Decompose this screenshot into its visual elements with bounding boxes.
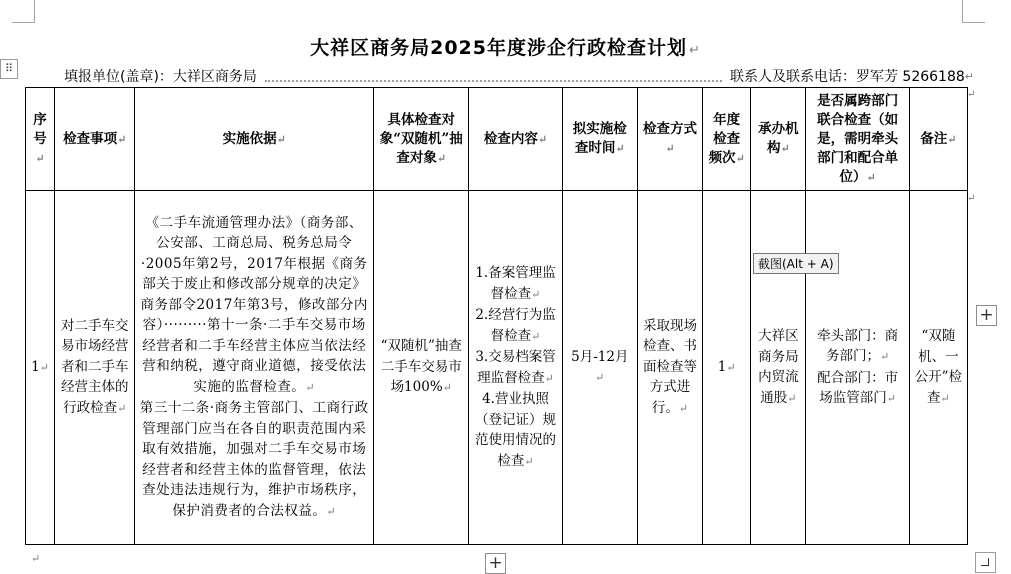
document-title (0, 33, 1011, 60)
table-resize-icon[interactable] (975, 552, 996, 573)
basis-paragraph: 第三十二条·商务主管部门、工商行政管理部门应当在各自的职责范围内采取有效措施，加强对二手车交易市场经营者和经营主体的监督管理，依法查处违法违规行为，维护市场秩序，保护消费者的合法权益。 (139, 400, 369, 519)
paragraph-mark: ↵ (964, 69, 974, 83)
table-row (26, 191, 968, 545)
filing-unit: 填报单位(盖章)：大祥区商务局 (64, 69, 257, 85)
table-move-handle-icon[interactable]: ⠿ (0, 59, 18, 79)
cell-remark: “双随机、一公开”检查↵ (909, 191, 967, 545)
header-cell: 实施依据↵ (135, 88, 374, 191)
cell-joint: 牵头部门：商务部门；↵ 配合部门：市场监管部门↵ (806, 191, 909, 545)
cell-agency: 大祥区商务局内贸流通股↵ (751, 191, 806, 545)
cell-target: “双随机”抽查二手车交易市场100%↵ (374, 191, 469, 545)
inspection-plan-table (25, 87, 968, 545)
info-line (64, 67, 974, 85)
header-cell: 序号↵ (26, 88, 55, 191)
add-row-icon[interactable]: + (485, 553, 506, 574)
paragraph-mark: ↵ (31, 552, 41, 565)
cell-basis: 《二手车流通管理办法》（商务部、公安部、工商总局、税务总局令·2005年第2号，2017年根据《商务部关于废止和修改部分规章的决定》商务部令2017年第3号，修改部分内容）·········第十一条·二手车交易市场经营者和二手车经营主体应当依法经营和纳税，遵守商业道德，接受依法实施的监督检查。↵ 第三十二条·商务主管部门、工商行政管理部门应当在各自的职责范围内采取有效措施，加强对二手车交易市场经营者和经营主体的监督管理，依法查处违法违规行为，维护市场秩序，保护消费者的合法权益。↵ (135, 191, 374, 545)
header-cell: 检查方式↵ (637, 88, 702, 191)
basis-paragraph: 《二手车流通管理办法》（商务部、公安部、工商总局、税务总局令·2005年第2号，2017年根据《商务部关于废止和修改部分规章的决定》商务部令2017年第3号，修改部分内容）·········第十一条·二手车交易市场经营者和二手车经营主体应当依法经营和纳税，遵守商业道德，接受依法实施的监督检查。 (140, 214, 368, 395)
cell-content: 1.备案管理监督检查↵ 2.经营行为监督检查↵ 3.交易档案管理监督检查↵ 4.营业执照（登记证）规范使用情况的检查↵ (469, 191, 562, 545)
cell-number: 1↵ (26, 191, 55, 545)
cell-method: 采取现场检查、书面检查等方式进行。↵ (637, 191, 702, 545)
header-cell: 检查事项↵ (55, 88, 135, 191)
header-cell: 检查内容↵ (469, 88, 562, 191)
title-text: 大祥区商务局2025年度涉企行政检查计划 (310, 37, 687, 59)
row-end-mark: ↵ (967, 193, 976, 204)
header-cell: 是否属跨部门联合检查（如是，需明牵头部门和配合单位）↵ (806, 88, 909, 191)
crop-mark-top-left (12, 0, 35, 23)
screenshot-tooltip: 截图(Alt + A) (753, 253, 839, 274)
contact-info: 联系人及联系电话：罗军芳 5266188 (729, 69, 965, 85)
header-cell: 拟实施检查时间↵ (562, 88, 637, 191)
header-cell: 具体检查对象“双随机”抽查对象↵ (374, 88, 469, 191)
header-cell: 承办机构↵ (751, 88, 806, 191)
header-row (26, 88, 968, 191)
cell-frequency: 1↵ (703, 191, 751, 545)
row-end-mark: ↵ (967, 89, 976, 100)
cell-item: 对二手车交易市场经营者和二手车经营主体的行政检查↵ (55, 191, 135, 545)
paragraph-mark: ↵ (688, 43, 701, 58)
add-column-icon[interactable]: + (976, 305, 997, 326)
cell-time: 5月-12月↵ (562, 191, 637, 545)
header-cell: 备注↵ (909, 88, 967, 191)
header-cell: 年度检查频次↵ (703, 88, 751, 191)
dotted-leader (265, 71, 722, 82)
crop-mark-top-right (962, 0, 985, 23)
